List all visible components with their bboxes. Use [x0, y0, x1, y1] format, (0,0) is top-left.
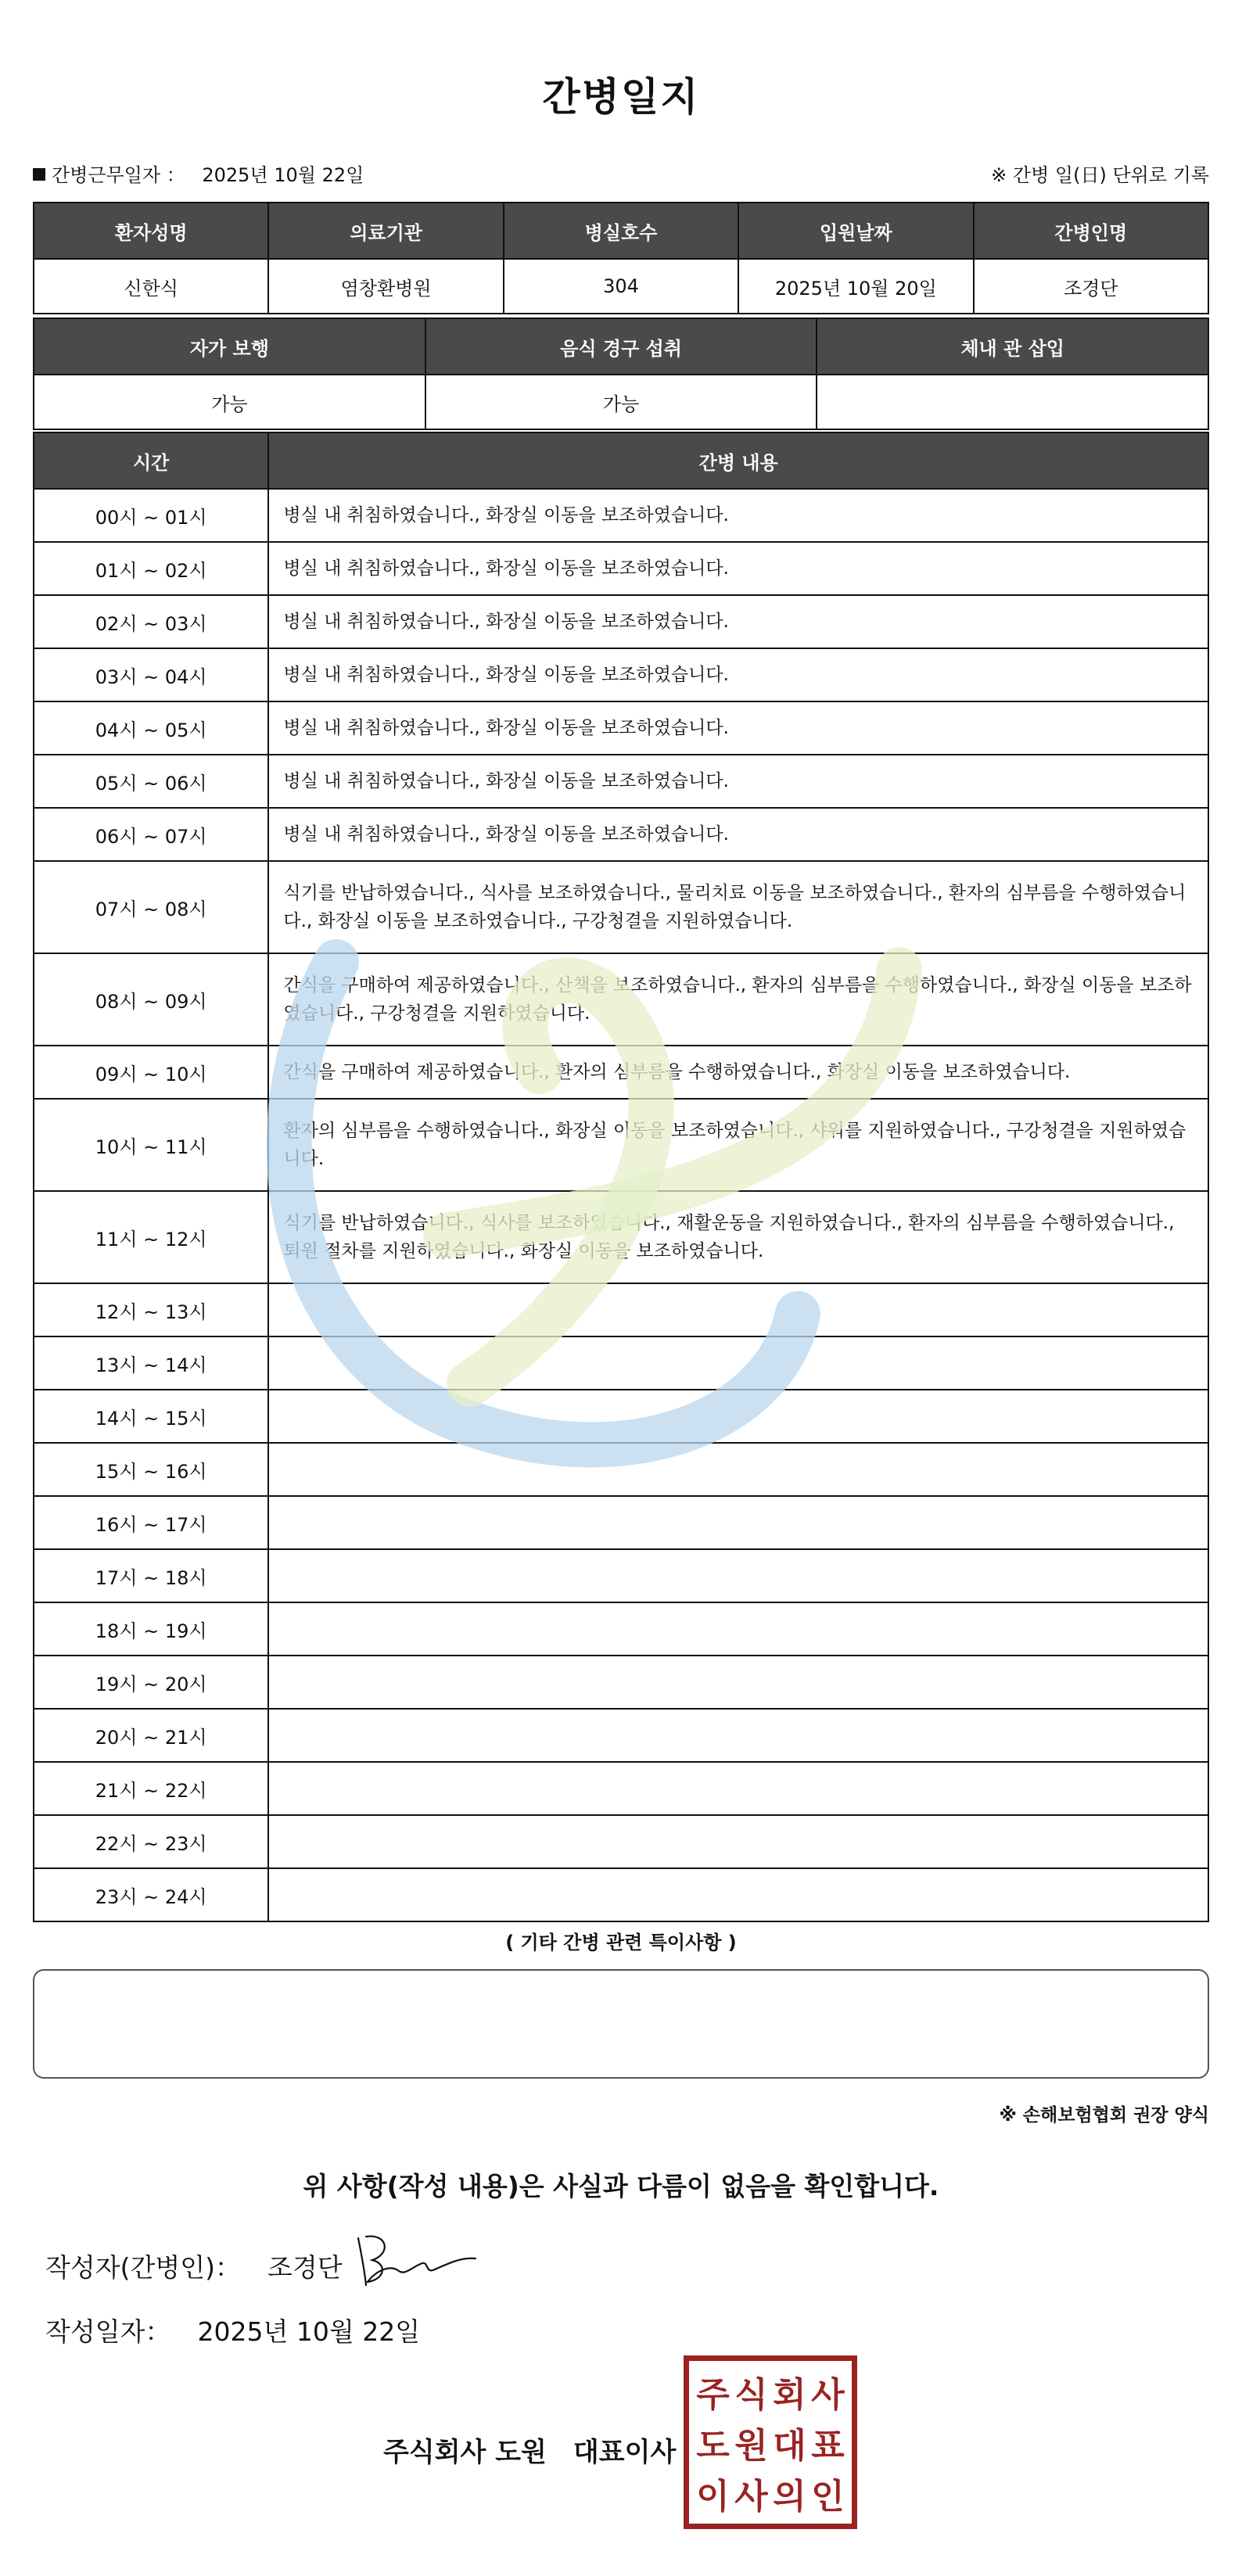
log-time: 10시 ~ 11시 [34, 1099, 268, 1191]
notes-label: ( 기타 간병 관련 특이사항 ) [505, 1932, 737, 1954]
seal-character: 사 [734, 2477, 768, 2517]
log-content: 병실 내 취침하였습니다., 화장실 이동을 보조하였습니다. [268, 808, 1208, 861]
header-room-number: 병실호수 [504, 203, 738, 259]
log-row [34, 1815, 1208, 1868]
log-row [34, 1283, 1208, 1336]
room-number: 304 [504, 259, 738, 314]
header-admission-date: 입원날짜 [738, 203, 973, 259]
notes-box [33, 1969, 1209, 2079]
log-time: 08시 ~ 09시 [34, 953, 268, 1046]
recommend-note: ※ 손해보험협회 권장 양식 [999, 2105, 1209, 2126]
log-row [34, 1656, 1208, 1709]
unit-note: ※ 간병 일(日) 단위로 기록 [991, 164, 1209, 186]
header-caregiver-name: 간병인명 [974, 203, 1208, 259]
header-time: 시간 [34, 432, 268, 489]
header-hospital: 의료기관 [268, 203, 503, 259]
seal-character: 사 [811, 2374, 845, 2415]
log-time: 14시 ~ 15시 [34, 1390, 268, 1443]
work-date-block [33, 160, 364, 187]
header-patient-name: 환자성명 [34, 203, 268, 259]
seal-character: 원 [734, 2425, 768, 2466]
log-row [34, 648, 1208, 701]
writer-name: 조경단 [267, 2252, 343, 2283]
log-content [268, 1762, 1208, 1815]
seal-character: 대 [773, 2425, 806, 2466]
oral-intake-value: 가능 [425, 375, 817, 429]
write-date-label: 작성일자： [45, 2316, 171, 2347]
log-row [34, 1046, 1208, 1099]
log-time: 19시 ~ 20시 [34, 1656, 268, 1709]
log-row [34, 1496, 1208, 1549]
log-time: 07시 ~ 08시 [34, 861, 268, 953]
log-row [34, 1191, 1208, 1283]
log-row [34, 1602, 1208, 1656]
log-content: 식기를 반납하였습니다., 식사를 보조하였습니다., 물리치료 이동을 보조하였습니다., 환자의 심부름을 수행하였습니다., 화장실 이동을 보조하였습니다., 구강청결을 지원하였습니다. [268, 861, 1208, 953]
writer-label: 작성자(간병인)： [45, 2252, 242, 2283]
tube-insertion-value [817, 375, 1208, 429]
log-content [268, 1549, 1208, 1602]
header-oral-intake: 음식 경구 섭취 [425, 318, 817, 375]
log-time: 11시 ~ 12시 [34, 1191, 268, 1283]
seal-character: 이 [696, 2477, 730, 2517]
meta-row [33, 160, 1209, 188]
log-row [34, 1762, 1208, 1815]
log-content [268, 1709, 1208, 1762]
log-content: 간식을 구매하여 제공하였습니다., 산책을 보조하였습니다., 환자의 심부름을 수행하였습니다., 화장실 이동을 보조하였습니다., 구강청결을 지원하였습니다. [268, 953, 1208, 1046]
log-row [34, 861, 1208, 953]
log-content [268, 1815, 1208, 1868]
seal-character: 도 [696, 2425, 730, 2466]
log-row [34, 808, 1208, 861]
log-content: 병실 내 취침하였습니다., 화장실 이동을 보조하였습니다. [268, 701, 1208, 755]
admission-date: 2025년 10월 20일 [738, 259, 973, 314]
log-time: 12시 ~ 13시 [34, 1283, 268, 1336]
log-time: 04시 ~ 05시 [34, 701, 268, 755]
log-row [34, 542, 1208, 595]
confirm-statement: 위 사항(작성 내용)은 사실과 다름이 없음을 확인합니다. [303, 2171, 939, 2201]
log-row [34, 701, 1208, 755]
header-tube-insertion: 체내 관 삽입 [817, 318, 1208, 375]
log-time: 17시 ~ 18시 [34, 1549, 268, 1602]
care-log-table [33, 432, 1209, 1922]
representative-title: 대표이사 [573, 2437, 677, 2468]
writer-row [45, 2248, 343, 2284]
patient-info-table [33, 202, 1209, 314]
log-time: 22시 ~ 23시 [34, 1815, 268, 1868]
seal-character: 식 [734, 2374, 768, 2415]
log-time: 02시 ~ 03시 [34, 595, 268, 648]
log-row [34, 489, 1208, 542]
log-time: 03시 ~ 04시 [34, 648, 268, 701]
log-row [34, 953, 1208, 1046]
log-time: 16시 ~ 17시 [34, 1496, 268, 1549]
log-row [34, 1868, 1208, 1921]
log-content [268, 1390, 1208, 1443]
seal-character: 의 [773, 2477, 806, 2517]
log-content: 식기를 반납하였습니다., 식사를 보조하였습니다., 재활운동을 지원하였습니다., 환자의 심부름을 수행하였습니다., 퇴원 절차를 지원하였습니다., 화장실 이동을 보조하였습니다. [268, 1191, 1208, 1283]
log-content: 간식을 구매하여 제공하였습니다., 환자의 심부름을 수행하였습니다., 화장실 이동을 보조하였습니다. [268, 1046, 1208, 1099]
self-walking-value: 가능 [34, 375, 425, 429]
log-time: 18시 ~ 19시 [34, 1602, 268, 1656]
company-name: 주식회사 도원 [383, 2437, 547, 2468]
seal-character: 주 [696, 2374, 730, 2415]
patient-status-table [33, 318, 1209, 430]
log-row [34, 755, 1208, 808]
write-date-value: 2025년 10월 22일 [197, 2316, 421, 2347]
document-title: 간병일지 [542, 74, 700, 120]
company-seal-stamp [684, 2355, 857, 2529]
company-block [383, 2431, 676, 2469]
log-time: 21시 ~ 22시 [34, 1762, 268, 1815]
log-content: 병실 내 취침하였습니다., 화장실 이동을 보조하였습니다. [268, 755, 1208, 808]
log-time: 05시 ~ 06시 [34, 755, 268, 808]
square-bullet-icon [33, 168, 45, 181]
log-row [34, 1099, 1208, 1191]
log-time: 06시 ~ 07시 [34, 808, 268, 861]
log-content: 환자의 심부름을 수행하였습니다., 화장실 이동을 보조하였습니다., 샤워를 지원하였습니다., 구강청결을 지원하였습니다. [268, 1099, 1208, 1191]
log-row [34, 1709, 1208, 1762]
log-content: 병실 내 취침하였습니다., 화장실 이동을 보조하였습니다. [268, 595, 1208, 648]
log-content [268, 1283, 1208, 1336]
log-content [268, 1336, 1208, 1390]
seal-character: 회 [773, 2374, 806, 2415]
log-row [34, 595, 1208, 648]
header-care-content: 간병 내용 [268, 432, 1208, 489]
log-time: 00시 ~ 01시 [34, 489, 268, 542]
log-time: 09시 ~ 10시 [34, 1046, 268, 1099]
log-row [34, 1390, 1208, 1443]
log-content [268, 1496, 1208, 1549]
caregiver-name: 조경단 [974, 259, 1208, 314]
write-date-row [45, 2312, 420, 2348]
signature-image [350, 2230, 483, 2290]
log-time: 01시 ~ 02시 [34, 542, 268, 595]
log-time: 23시 ~ 24시 [34, 1868, 268, 1921]
log-content: 병실 내 취침하였습니다., 화장실 이동을 보조하였습니다. [268, 489, 1208, 542]
log-content [268, 1656, 1208, 1709]
log-content [268, 1602, 1208, 1656]
log-row [34, 1336, 1208, 1390]
log-content: 병실 내 취침하였습니다., 화장실 이동을 보조하였습니다. [268, 648, 1208, 701]
log-time: 20시 ~ 21시 [34, 1709, 268, 1762]
log-content: 병실 내 취침하였습니다., 화장실 이동을 보조하였습니다. [268, 542, 1208, 595]
log-row [34, 1443, 1208, 1496]
patient-name: 신한식 [34, 259, 268, 314]
log-time: 13시 ~ 14시 [34, 1336, 268, 1390]
hospital-name: 염창환병원 [268, 259, 503, 314]
log-row [34, 1549, 1208, 1602]
log-content [268, 1868, 1208, 1921]
header-self-walking: 자가 보행 [34, 318, 425, 375]
work-date-value: 2025년 10월 22일 [202, 164, 364, 186]
log-content [268, 1443, 1208, 1496]
seal-character: 표 [811, 2425, 845, 2466]
seal-character: 인 [811, 2477, 845, 2517]
log-time: 15시 ~ 16시 [34, 1443, 268, 1496]
work-date-label: 간병근무일자 ： [52, 164, 185, 186]
seal-characters [694, 2366, 847, 2519]
